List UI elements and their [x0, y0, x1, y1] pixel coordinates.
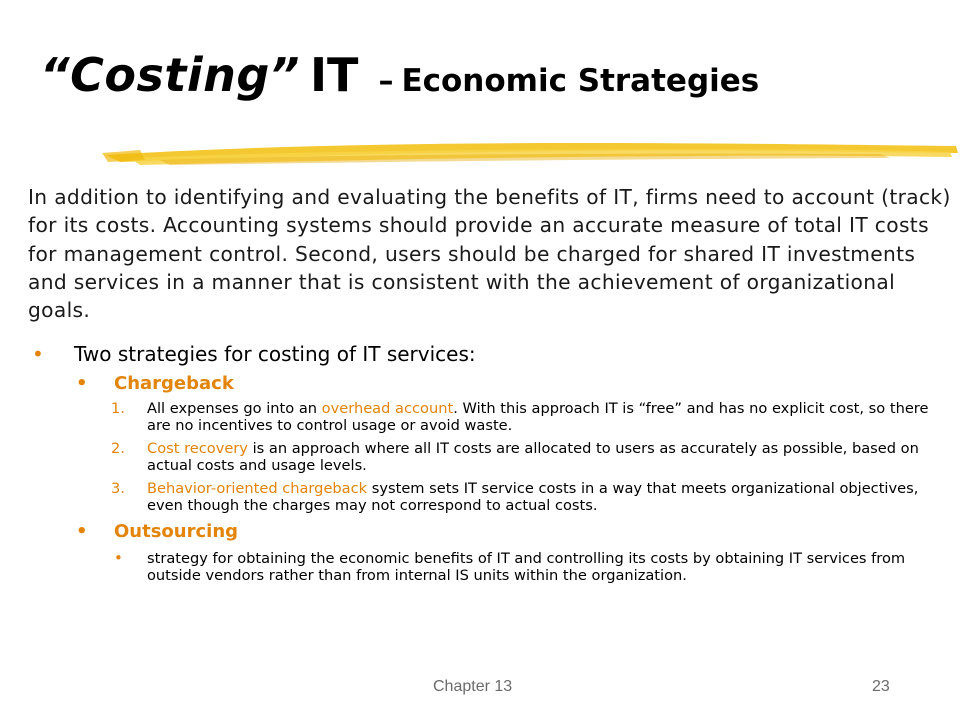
item-number: 2.: [111, 440, 125, 457]
chargeback-item-2: [28, 440, 948, 474]
title-it: IT: [309, 48, 359, 102]
footer-chapter: Chapter 13: [433, 678, 513, 695]
outsourcing-label: Outsourcing: [114, 521, 239, 542]
chargeback-item-3: [28, 480, 948, 514]
bullet-dot-icon: •: [76, 521, 88, 542]
bullet-dot-icon: •: [76, 373, 88, 394]
title-dash: –: [378, 64, 394, 99]
title-costing: “Costing”: [40, 48, 300, 102]
title-subtitle: Economic Strategies: [401, 63, 760, 99]
slide-title: [40, 48, 950, 102]
item-text: is an approach where all IT costs are allocated to users as accurately as possible, based on actual costs and usage levels.: [147, 440, 919, 474]
intro-paragraph: In addition to identifying and evaluating the benefits of IT, firms need to account (track) for its costs. Accounting systems should provide an accurate measure of total IT costs for management control. Second, users should be charged for shared IT investments and services in a manner that is consistent with the achievement of organizational goals.: [28, 185, 951, 323]
chargeback-label: Chargeback: [114, 373, 234, 394]
page-number: 23: [872, 678, 890, 695]
main-bullet-text: Two strategies for costing of IT services:: [74, 342, 476, 366]
term-overhead-account: overhead account: [321, 400, 454, 417]
main-bullet: [28, 340, 948, 368]
item-text: All expenses go into an: [147, 400, 322, 417]
outsourcing-item: [28, 550, 948, 584]
highlighter-stroke: [100, 138, 960, 174]
bullet-list: [28, 340, 948, 584]
outsourcing-bullet: [28, 520, 948, 544]
item-number: 3.: [111, 480, 125, 497]
bullet-dot-icon: •: [114, 549, 123, 567]
term-behavior-oriented-chargeback: Behavior-oriented chargeback: [147, 480, 368, 497]
item-number: 1.: [111, 400, 125, 417]
item-text: . With this approach IT is “free” and has no explicit cost, so there are no incentives to control usage or avoid waste.: [147, 400, 929, 434]
bullet-dot-icon: •: [32, 342, 44, 366]
outsourcing-text: strategy for obtaining the economic benefits of IT and controlling its costs by obtaining IT services from outside vendors rather than from internal IS units within the organization.: [147, 550, 906, 584]
chargeback-bullet: [28, 372, 948, 396]
term-cost-recovery: Cost recovery: [147, 440, 248, 457]
chargeback-item-1: [28, 400, 948, 434]
item-text: system sets IT service costs in a way that meets organizational objectives, even though the charges may not correspond to actual costs.: [147, 480, 919, 514]
